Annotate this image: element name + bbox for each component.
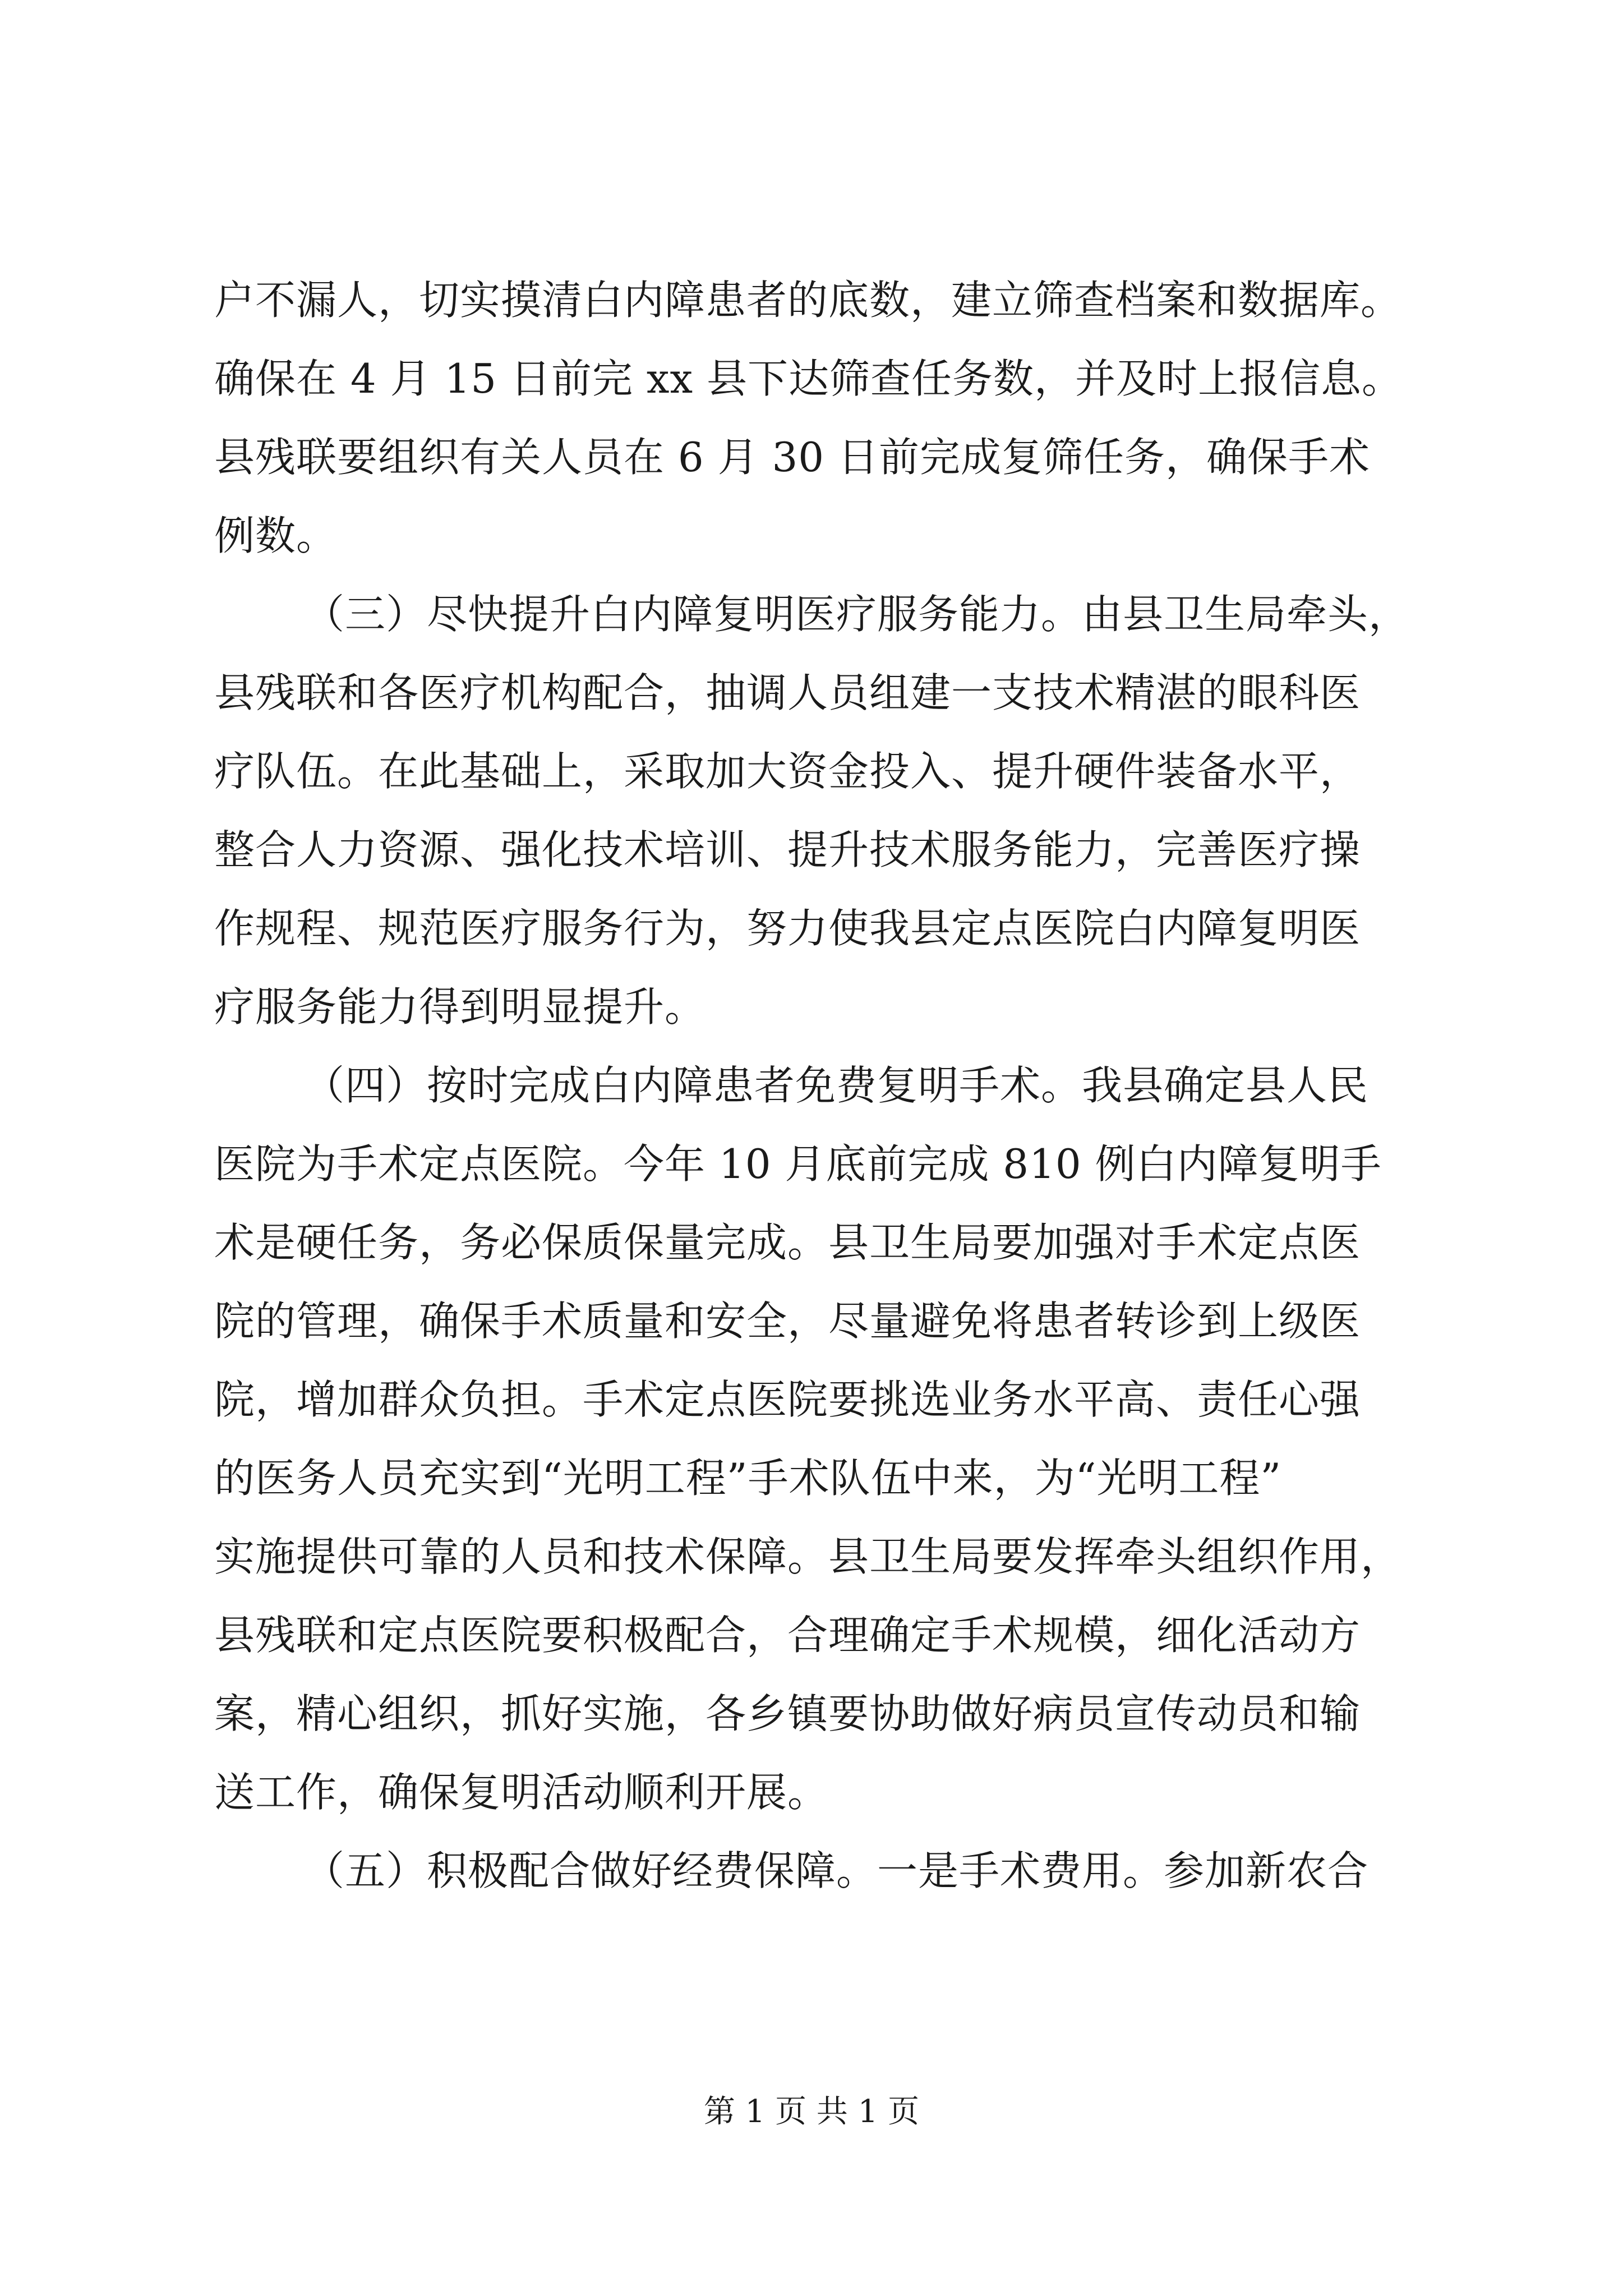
text-line: 县残联和各医疗机构配合，抽调人员组建一支技术精湛的眼科医 xyxy=(214,669,1361,716)
text-line: 县残联要组织有关人员在 6 月 30 日前完成复筛任务，确保手术 xyxy=(214,434,1370,481)
text-line: 医院为手术定点医院。今年 10 月底前完成 810 例白内障复明手 xyxy=(214,1140,1382,1188)
text-line: 术是硬任务，务必保质保量完成。县卫生局要加强对手术定点医 xyxy=(214,1219,1361,1266)
page-number-label: 第 1 页 共 1 页 xyxy=(703,2093,920,2130)
page-footer xyxy=(0,2090,1623,2134)
paragraph-first-line: （五）积极配合做好经费保障。一是手术费用。参加新农合 xyxy=(304,1847,1369,1894)
text-line: 疗队伍。在此基础上，采取加大资金投入、提升硬件装备水平， xyxy=(214,748,1361,795)
text-line: 作规程、规范医疗服务行为，努力使我县定点医院白内障复明医 xyxy=(214,905,1361,952)
text-line: 例数。 xyxy=(214,512,338,559)
text-line: 实施提供可靠的人员和技术保障。县卫生局要发挥牵头组织作用， xyxy=(214,1533,1402,1580)
text-line: 送工作，确保复明活动顺利开展。 xyxy=(214,1769,829,1816)
text-line: 整合人力资源、强化技术培训、提升技术服务能力，完善医疗操 xyxy=(214,826,1361,873)
paragraph-first-line: （四）按时完成白内障患者免费复明手术。我县确定县人民 xyxy=(304,1062,1369,1109)
text-line: 疗服务能力得到明显提升。 xyxy=(214,983,706,1030)
paragraph-first-line: （三）尽快提升白内障复明医疗服务能力。由县卫生局牵头， xyxy=(304,591,1410,638)
text-line: 户不漏人，切实摸清白内障患者的底数，建立筛查档案和数据库。 xyxy=(214,277,1402,324)
text-line: 院的管理，确保手术质量和安全，尽量避免将患者转诊到上级医 xyxy=(214,1297,1361,1345)
text-line: 县残联和定点医院要积极配合，合理确定手术规模，细化活动方 xyxy=(214,1612,1361,1659)
document-body xyxy=(214,261,1426,1910)
text-line: 案，精心组织，抓好实施，各乡镇要协助做好病员宣传动员和输 xyxy=(214,1690,1361,1737)
text-line: 的医务人员充实到“光明工程”手术队伍中来，为“光明工程” xyxy=(214,1455,1282,1502)
text-line: 院，增加群众负担。手术定点医院要挑选业务水平高、责任心强 xyxy=(214,1376,1361,1423)
text-line: 确保在 4 月 15 日前完 xx 县下达筛查任务数，并及时上报信息。 xyxy=(214,355,1403,402)
